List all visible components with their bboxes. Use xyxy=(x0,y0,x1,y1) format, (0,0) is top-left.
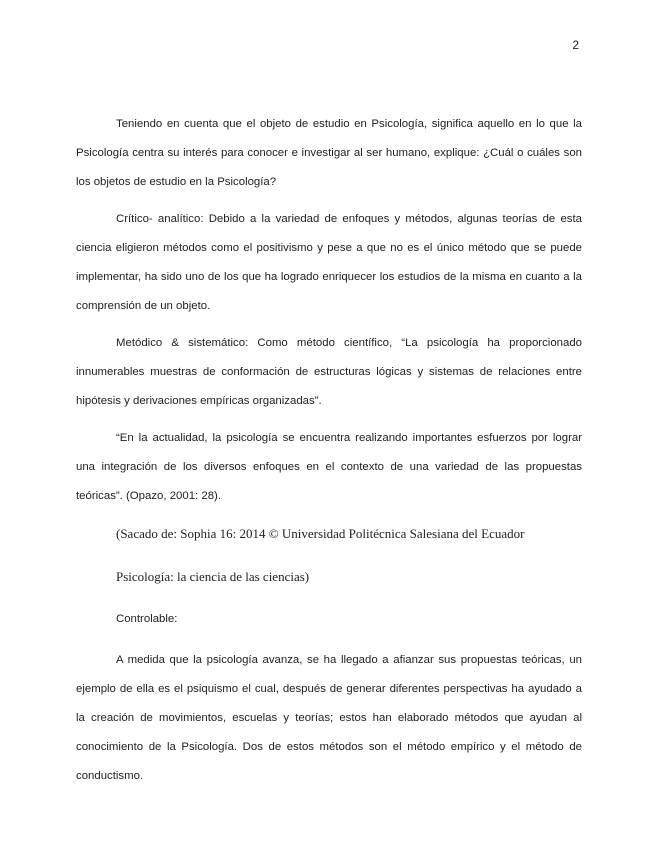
methodical-systematic-paragraph: Metódico & sistemático: Como método científico, “La psicología ha proporcionado innumerables muestras de conformación de estructuras lógicas y sistemas de relaciones entre hipótesis y derivaciones empíricas organizadas”. xyxy=(76,337,582,407)
controllable-heading: Controlable: xyxy=(116,613,178,625)
source-citation-line: (Sacado de: Sophia 16: 2014 © Universidad Politécnica Salesiana del Ecuador xyxy=(116,526,525,541)
critical-analytic-paragraph: Crítico- analítico: Debido a la variedad de enfoques y métodos, algunas teorías de esta ciencia eligieron métodos como el positivismo y pese a que no es el único método que se puede implementar, ha sido uno de los que ha logrado enriquecer los estudios de la misma en cuanto a la comprensión de un objeto. xyxy=(76,213,582,312)
quote-paragraph: “En la actualidad, la psicología se encuentra realizando importantes esfuerzos por lograr una integración de los diversos enfoques en el contexto de una variedad de las propuestas teóricas”. (Opazo, 2001: 28). xyxy=(76,432,582,502)
source-title-line: Psicología: la ciencia de las ciencias) xyxy=(116,569,310,584)
page-number: 2 xyxy=(572,38,579,52)
question-paragraph: Teniendo en cuenta que el objeto de estudio en Psicología, significa aquello en lo que la Psicología centra su interés para conocer e investigar al ser humano, explique: ¿Cuál o cuáles son los objetos de estudio en la Psicología? xyxy=(76,118,582,188)
document-body xyxy=(76,110,582,799)
controllable-paragraph: A medida que la psicología avanza, se ha llegado a afianzar sus propuestas teóricas, un ejemplo de ella es el psiquismo el cual, después de generar diferentes perspectivas ha ayudado a la creación de movimientos, escuelas y teorías; estos han elaborado métodos que ayudan al conocimiento de la Psicología. Dos de estos métodos son el método empírico y el método de conductismo. xyxy=(76,654,582,782)
